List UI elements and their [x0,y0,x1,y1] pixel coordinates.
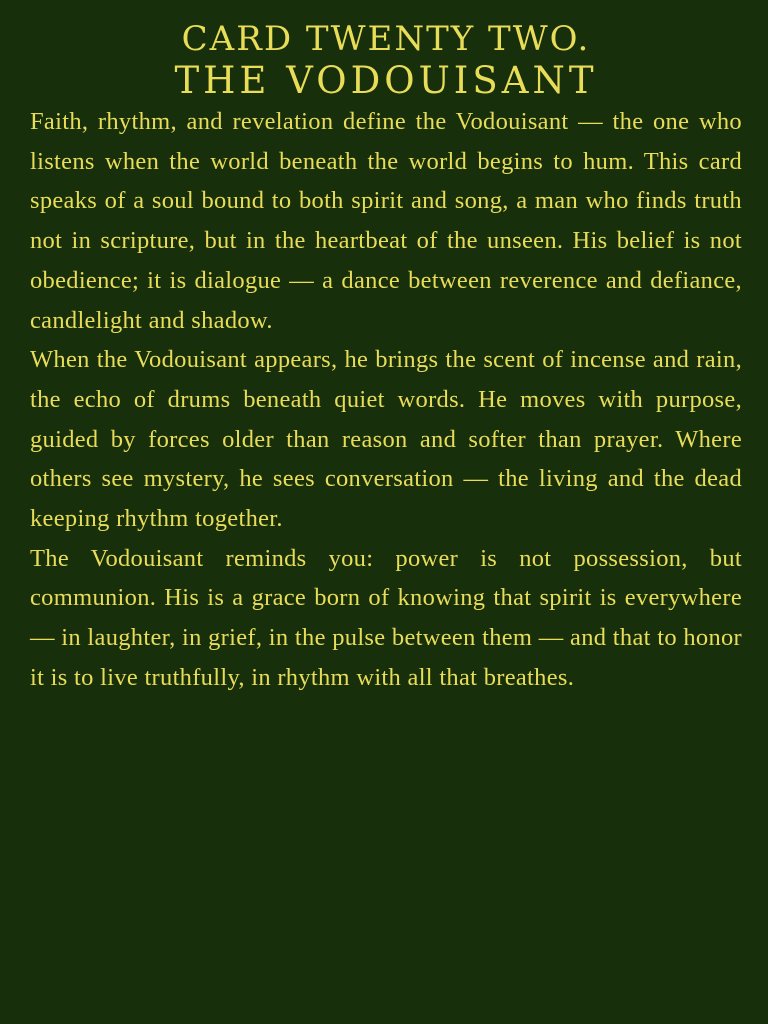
card-title [30,18,742,102]
card-number-heading: CARD TWENTY TWO. [181,19,591,59]
description-paragraph: Faith, rhythm, and revelation define the Vodouisant — the one who listens when the world beneath the world begins to hum. This card speaks of a soul bound to both spirit and song, a man who finds truth not in scripture, but in the heartbeat of the unseen. His belief is not obedience; it is dialogue — a dance between reverence and defiance, candlelight and shadow. [30,108,742,334]
description-paragraph: The Vodouisant reminds you: power is not possession, but communion. His is a grace born of knowing that spirit is everywhere — in laughter, in grief, in the pulse between them — and that to honor it is to live truthfully, in rhythm with all that breathes. [30,544,742,691]
card-description [30,102,742,698]
description-paragraph: When the Vodouisant appears, he brings the scent of incense and rain, the echo of drums beneath quiet words. He moves with purpose, guided by forces older than reason and softer than prayer. Where others see mystery, he sees conversation — the living and the dead keeping rhythm together. [30,346,742,533]
card-name-heading: THE VODOUISANT [174,59,598,102]
